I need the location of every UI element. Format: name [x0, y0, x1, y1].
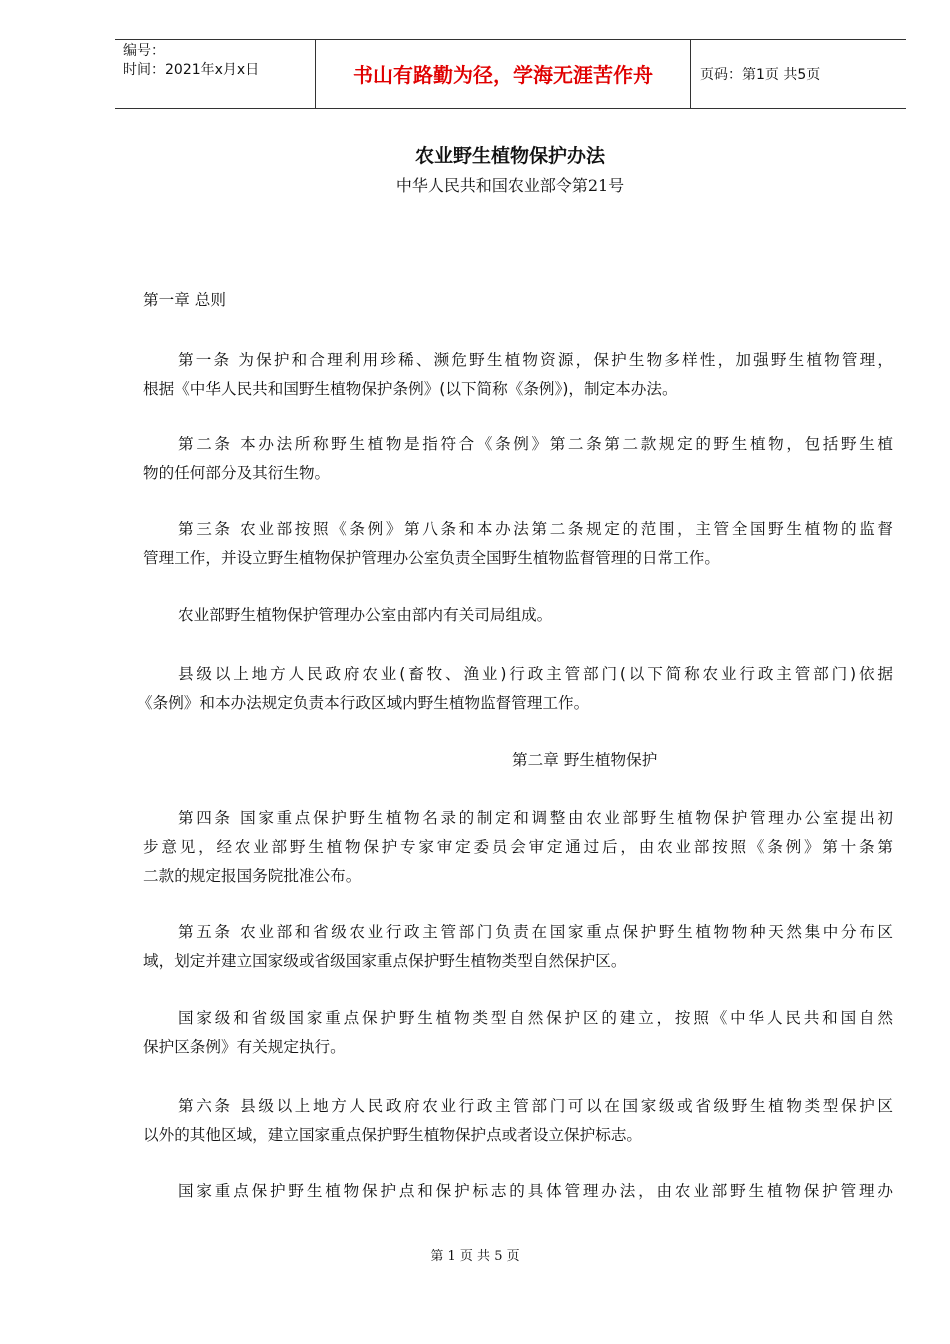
article-5-paragraph-2: 国家级和省级国家重点保护野生植物类型自然保护区的建立，按照《中华人民共和国自然 保护区条例》有关规定执行。 [143, 1009, 893, 1056]
chapter-1-heading: 第一章 总则 [143, 291, 226, 309]
document-subtitle: 中华人民共和国农业部令第21号 [395, 176, 625, 195]
page-info: 页码：第1页 共5页 [700, 67, 821, 83]
header-meta-cell [115, 40, 315, 108]
article-1: 第一条 为保护和合理利用珍稀、濒危野生植物资源，保护生物多样性，加强野生植物管理， 根据《中华人民共和国野生植物保护条例》(以下简称《条例》)，制定本办法。 [143, 351, 893, 398]
chapter-2-heading: 第二章 野生植物保护 [512, 751, 658, 769]
article-5: 第五条 农业部和省级农业行政主管部门负责在国家重点保护野生植物物种天然集中分布区 域，划定并建立国家级或省级国家重点保护野生植物类型自然保护区。 [143, 923, 893, 970]
motto-text: 书山有路勤为径，学海无涯苦作舟 [353, 63, 653, 87]
article-6: 第六条 县级以上地方人民政府农业行政主管部门可以在国家级或省级野生植物类型保护区 以外的其他区域，建立国家重点保护野生植物保护点或者设立保护标志。 [143, 1097, 893, 1144]
article-4: 第四条 国家重点保护野生植物名录的制定和调整由农业部野生植物保护管理办公室提出初 步意见，经农业部野生植物保护专家审定委员会审定通过后，由农业部按照《条例》第十条第 二款的规定报国务院批准公布。 [143, 809, 893, 885]
article-3-paragraph-2: 农业部野生植物保护管理办公室由部内有关司局组成。 [178, 606, 553, 624]
document-title: 农业野生植物保护办法 [414, 145, 605, 167]
page-footer: 第 1 页 共 5 页 [430, 1249, 520, 1264]
number-label: 编号： [123, 43, 165, 59]
header-page-cell [690, 40, 906, 108]
article-3-paragraph-3: 县级以上地方人民政府农业(畜牧、渔业)行政主管部门(以下简称农业行政主管部门)依据 《条例》和本办法规定负责本行政区域内野生植物监督管理工作。 [137, 665, 893, 712]
header-motto-cell [315, 40, 691, 108]
article-6-paragraph-2: 国家重点保护野生植物保护点和保护标志的具体管理办法，由农业部野生植物保护管理办 [178, 1182, 893, 1200]
document-header [115, 39, 906, 109]
time-label: 时间：2021年x月x日 [123, 62, 260, 78]
article-2: 第二条 本办法所称野生植物是指符合《条例》第二条第二款规定的野生植物，包括野生植 物的任何部分及其衍生物。 [143, 435, 893, 482]
article-3: 第三条 农业部按照《条例》第八条和本办法第二条规定的范围，主管全国野生植物的监督 管理工作，并设立野生植物保护管理办公室负责全国野生植物监督管理的日常工作。 [143, 520, 893, 567]
